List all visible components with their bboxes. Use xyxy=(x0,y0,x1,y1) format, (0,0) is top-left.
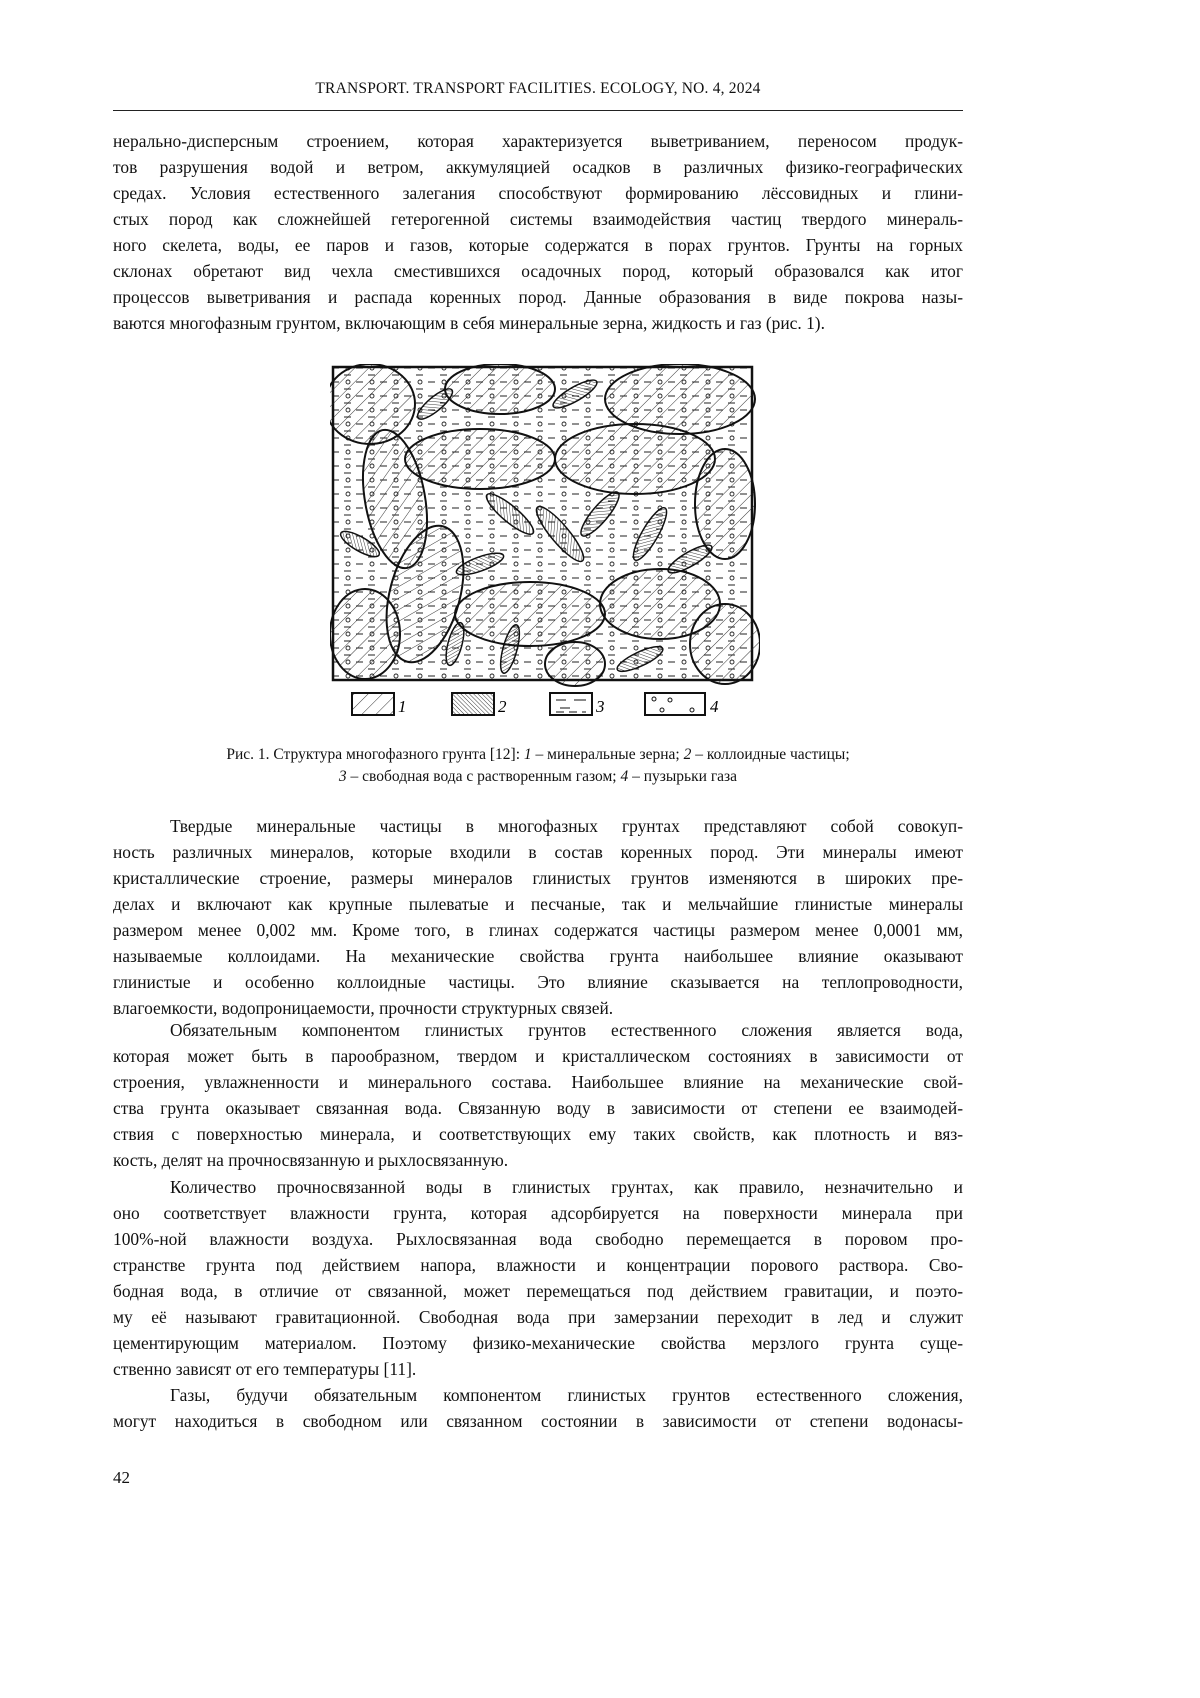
text-line: которая может быть в парообразном, твердом и кристаллическом состояниях в зависимости от xyxy=(113,1046,963,1066)
text-line: нерально-дисперсным строением, которая характеризуется выветриванием, переносом продук- xyxy=(113,131,963,151)
legend-label-4: 4 xyxy=(710,697,719,716)
text-line: размером менее 0,002 мм. Кроме того, в глинах содержатся частицы размером менее 0,0001 мм, xyxy=(113,920,963,940)
text-line: склонах обретают вид чехла сместившихся осадочных пород, который образовался как итог xyxy=(113,261,963,281)
text-line: называемые коллоидами. На механические свойства грунта наибольшее влияние оказывают xyxy=(113,946,963,966)
text-line: Количество прочносвязанной воды в глинистых грунтах, как правило, незначительно и xyxy=(170,1177,963,1197)
text-line: оно соответствует влажности грунта, которая адсорбируется на поверхности минерала при xyxy=(113,1203,963,1223)
text-line: странстве грунта под действием напора, влажности и концентрации порового раствора. Сво- xyxy=(113,1255,963,1275)
caption-num: 4 xyxy=(620,768,629,785)
caption-num: 3 xyxy=(338,768,347,785)
text-line: Твердые минеральные частицы в многофазных грунтах представляют собой совокуп- xyxy=(170,816,963,836)
paragraph-5 xyxy=(113,1382,963,1434)
caption-num: 1 xyxy=(523,746,532,763)
caption-text: – свободная вода с растворенным газом; xyxy=(346,768,621,785)
text-line: стых пород как сложнейшей гетерогенной системы взаимодействия частиц твердого минераль- xyxy=(113,209,963,229)
header-rule xyxy=(113,110,963,111)
text-line: ства грунта оказывает связанная вода. Связанную воду в зависимости от степени ее взаимодей- xyxy=(113,1098,963,1118)
paragraph-1 xyxy=(113,128,963,336)
text-line: Обязательным компонентом глинистых грунтов естественного сложения является вода, xyxy=(170,1020,963,1040)
text-line: ваются многофазным грунтом, включающим в себя минеральные зерна, жидкость и газ (рис. 1). xyxy=(113,313,825,333)
caption-num: 2 xyxy=(683,746,692,763)
paragraph-4 xyxy=(113,1174,963,1382)
text-line: глинистые и особенно коллоидные частицы. Это влияние сказывается на теплопроводности, xyxy=(113,972,963,992)
text-line: средах. Условия естественного залегания способствуют формированию лёссовидных и глини- xyxy=(113,183,963,203)
page-number: 42 xyxy=(113,1468,130,1487)
text-line: цементирующим материалом. Поэтому физико-механические свойства мерзлого грунта суще- xyxy=(113,1333,963,1353)
text-line: процессов выветривания и распада коренных пород. Данные образования в виде покрова назы- xyxy=(113,287,963,307)
text-line: Газы, будучи обязательным компонентом глинистых грунтов естественного сложения, xyxy=(170,1385,963,1405)
figure-soil-structure xyxy=(330,364,760,729)
caption-text: – пузырьки газа xyxy=(628,768,738,785)
text-line: кристаллические строение, размеры минералов глинистых грунтов изменяются в широких пре- xyxy=(113,868,963,888)
paragraph-2 xyxy=(113,813,963,1021)
caption-text: – коллоидные частицы; xyxy=(691,746,850,763)
text-line: 100%-ной влажности воздуха. Рыхлосвязанная вода свободно перемещается в поровом про- xyxy=(113,1229,963,1249)
legend-label-2: 2 xyxy=(498,697,507,716)
text-line: бодная вода, в отличие от связанной, может перемещаться под действием гравитации, и поэто- xyxy=(113,1281,963,1301)
text-line: могут находиться в свободном или связанном состоянии в зависимости от степени водонасы- xyxy=(113,1411,963,1431)
text-line: му её называют гравитационной. Свободная вода при замерзании переходит в лед и служит xyxy=(113,1307,963,1327)
text-line: строения, увлажненности и минерального состава. Наибольшее влияние на механические свой- xyxy=(113,1072,963,1092)
text-line: ствия с поверхностью минерала, и соответствующих ему таких свойств, как плотность и вяз- xyxy=(113,1124,963,1144)
legend-label-1: 1 xyxy=(398,697,407,716)
text-line: кость, делят на прочносвязанную и рыхлосвязанную. xyxy=(113,1150,509,1170)
figure-caption xyxy=(113,744,963,788)
legend-label-3: 3 xyxy=(596,697,605,716)
text-line: тов разрушения водой и ветром, аккумуляцией осадков в различных физико-географических xyxy=(113,157,963,177)
text-line: влагоемкости, водопроницаемости, прочности структурных связей. xyxy=(113,998,614,1018)
text-line: делах и включают как крупные пылеватые и песчаные, так и мельчайшие глинистые минералы xyxy=(113,894,963,914)
running-header: TRANSPORT. TRANSPORT FACILITIES. ECOLOGY, NO. 4, 2024 xyxy=(315,80,761,97)
caption-prefix: Рис. 1. Структура многофазного грунта [12]: xyxy=(226,746,524,763)
text-line: ного скелета, воды, ее паров и газов, которые содержатся в порах грунтов. Грунты на горных xyxy=(113,235,963,255)
caption-text: – минеральные зерна; xyxy=(531,746,684,763)
text-line: ственно зависят от его температуры [11]. xyxy=(113,1359,417,1379)
text-line: ность различных минералов, которые входили в состав коренных пород. Эти минералы имеют xyxy=(113,842,963,862)
figure-legend xyxy=(352,693,719,716)
paragraph-3 xyxy=(113,1017,963,1173)
